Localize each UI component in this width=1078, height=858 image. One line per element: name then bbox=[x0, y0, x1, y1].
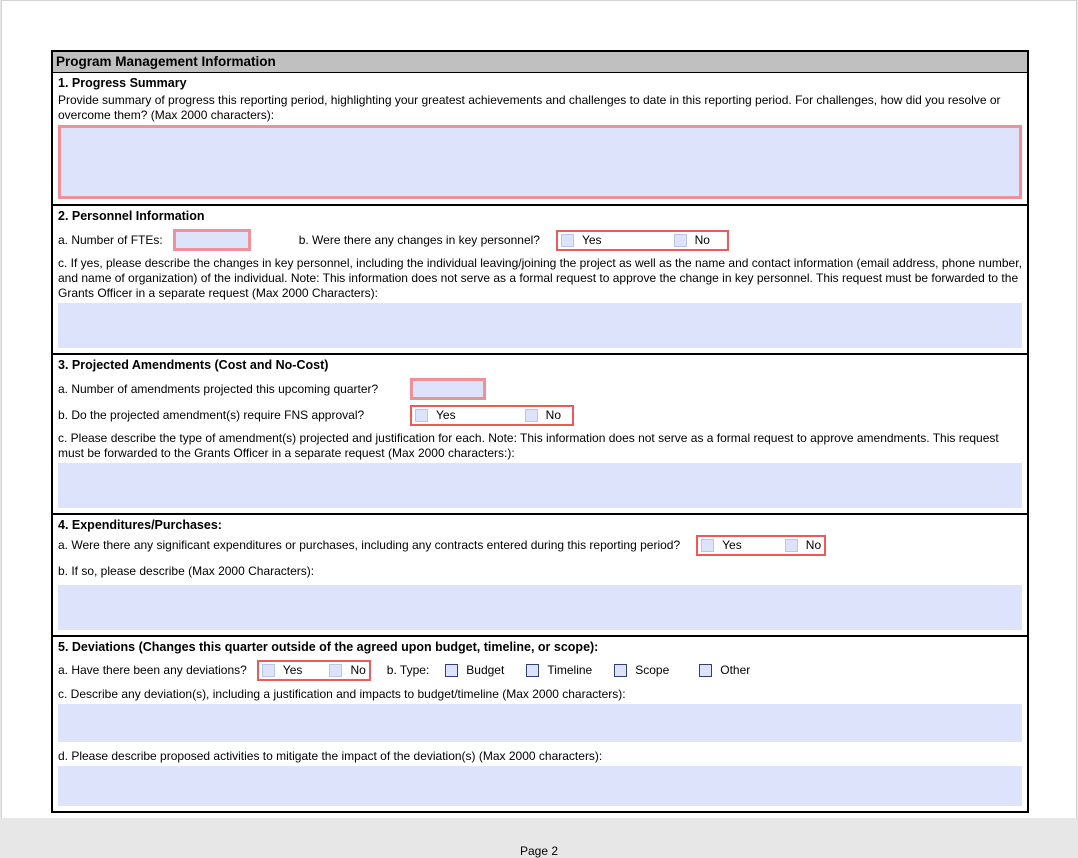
personnel-change-label: b. Were there any changes in key personnel? bbox=[298, 232, 540, 247]
fns-approval-yesno bbox=[410, 405, 574, 426]
amendments-description-label: c. Please describe the type of amendment(s) projected and justification for each. Note: This information does not serve as a formal request to approve amendments. This request must be forwarded to the Grants Officer in a separate request (Max 2000 characters:): bbox=[58, 431, 999, 460]
section-expenditures-purchases bbox=[53, 513, 1027, 635]
amendments-count-input[interactable] bbox=[410, 378, 486, 400]
personnel-change-yes-checkbox[interactable] bbox=[561, 234, 574, 247]
deviations-describe-label: c. Describe any deviation(s), including a justification and impacts to budget/timeline (Max 2000 characters): bbox=[58, 687, 626, 701]
section-projected-amendments bbox=[53, 353, 1027, 513]
expenditures-yes-checkbox[interactable] bbox=[701, 539, 714, 552]
amendments-count-label: a. Number of amendments projected this upcoming quarter? bbox=[58, 381, 379, 396]
personnel-change-no-label: No bbox=[694, 232, 710, 247]
section-deviations bbox=[53, 635, 1027, 811]
expenditures-no-label: No bbox=[805, 538, 822, 552]
other-label: Other bbox=[720, 663, 751, 677]
section-progress-summary bbox=[53, 73, 1027, 204]
deviations-yesno bbox=[257, 660, 371, 681]
expenditures-describe-label: b. If so, please describe (Max 2000 Characters): bbox=[58, 564, 315, 578]
progress-summary-description: Provide summary of progress this reporting period, highlighting your greatest achievements and challenges to date in this reporting period. For challenges, how did you resolve or overcome them? (Max 2000 characters): bbox=[58, 93, 1001, 122]
mitigation-textarea[interactable] bbox=[58, 766, 1022, 806]
deviations-no-label: No bbox=[350, 663, 366, 677]
deviation-type-scope bbox=[614, 663, 669, 678]
expenditures-yes-label: Yes bbox=[722, 538, 742, 552]
deviations-title: 5. Deviations (Changes this quarter outside of the agreed upon budget, timeline, or scope): bbox=[58, 640, 599, 654]
expenditures-question-label: a. Were there any significant expenditures or purchases, including any contracts entered during this reporting period? bbox=[58, 538, 681, 552]
progress-summary-textarea[interactable] bbox=[58, 125, 1022, 199]
expenditures-title: 4. Expenditures/Purchases: bbox=[58, 518, 222, 532]
personnel-info-title: 2. Personnel Information bbox=[58, 209, 205, 223]
personnel-change-description: c. If yes, please describe the changes in key personnel, including the individual leaving/joining the project as well as the name and contact information (email address, phone number, and name of organization) of the individual. Note: This information does not serve as a formal request to approve the change in key personnel. This request must be forwarded to the Grants Officer in a separate request (Max 2000 Characters): bbox=[58, 256, 1022, 300]
fns-approval-no-label: No bbox=[545, 408, 561, 422]
personnel-change-yesno bbox=[556, 230, 729, 251]
deviation-type-timeline bbox=[526, 663, 592, 678]
deviations-describe-textarea[interactable] bbox=[58, 704, 1022, 742]
section-personnel-information bbox=[53, 204, 1027, 353]
deviation-type-label: b. Type: bbox=[386, 663, 430, 677]
budget-checkbox[interactable] bbox=[445, 664, 458, 677]
deviations-yes-checkbox[interactable] bbox=[262, 664, 275, 677]
projected-amendments-title: 3. Projected Amendments (Cost and No-Cost) bbox=[58, 358, 329, 372]
form-section-header: Program Management Information bbox=[53, 52, 1027, 73]
deviation-type-budget bbox=[445, 663, 504, 678]
fns-approval-label: b. Do the projected amendment(s) require FNS approval? bbox=[58, 408, 365, 422]
scope-label: Scope bbox=[635, 663, 670, 677]
fns-approval-yes-checkbox[interactable] bbox=[415, 409, 428, 422]
program-management-form bbox=[51, 50, 1029, 813]
personnel-change-yes-label: Yes bbox=[581, 232, 602, 247]
expenditures-textarea[interactable] bbox=[58, 585, 1022, 630]
page-number: Page 2 bbox=[519, 844, 559, 858]
progress-summary-title: 1. Progress Summary bbox=[58, 76, 187, 90]
expenditures-no-checkbox[interactable] bbox=[785, 539, 798, 552]
deviations-yes-label: Yes bbox=[282, 663, 303, 677]
timeline-checkbox[interactable] bbox=[526, 664, 539, 677]
fns-approval-yes-label: Yes bbox=[436, 408, 456, 422]
pdf-page bbox=[1, 0, 1077, 858]
deviations-question-label: a. Have there been any deviations? bbox=[58, 663, 247, 677]
ftes-label: a. Number of FTEs: bbox=[58, 232, 163, 247]
fns-approval-no-checkbox[interactable] bbox=[525, 409, 538, 422]
personnel-change-no-checkbox[interactable] bbox=[674, 234, 687, 247]
budget-label: Budget bbox=[466, 663, 505, 677]
deviation-type-other bbox=[699, 663, 750, 678]
mitigation-label: d. Please describe proposed activities to mitigate the impact of the deviation(s) (Max 2000 characters): bbox=[58, 749, 603, 763]
amendments-description-textarea[interactable] bbox=[58, 463, 1022, 508]
expenditures-yesno bbox=[696, 535, 826, 556]
deviations-no-checkbox[interactable] bbox=[329, 664, 342, 677]
personnel-change-textarea[interactable] bbox=[58, 303, 1022, 348]
scope-checkbox[interactable] bbox=[614, 664, 627, 677]
ftes-input[interactable] bbox=[173, 229, 251, 251]
other-checkbox[interactable] bbox=[699, 664, 712, 677]
timeline-label: Timeline bbox=[547, 663, 593, 677]
